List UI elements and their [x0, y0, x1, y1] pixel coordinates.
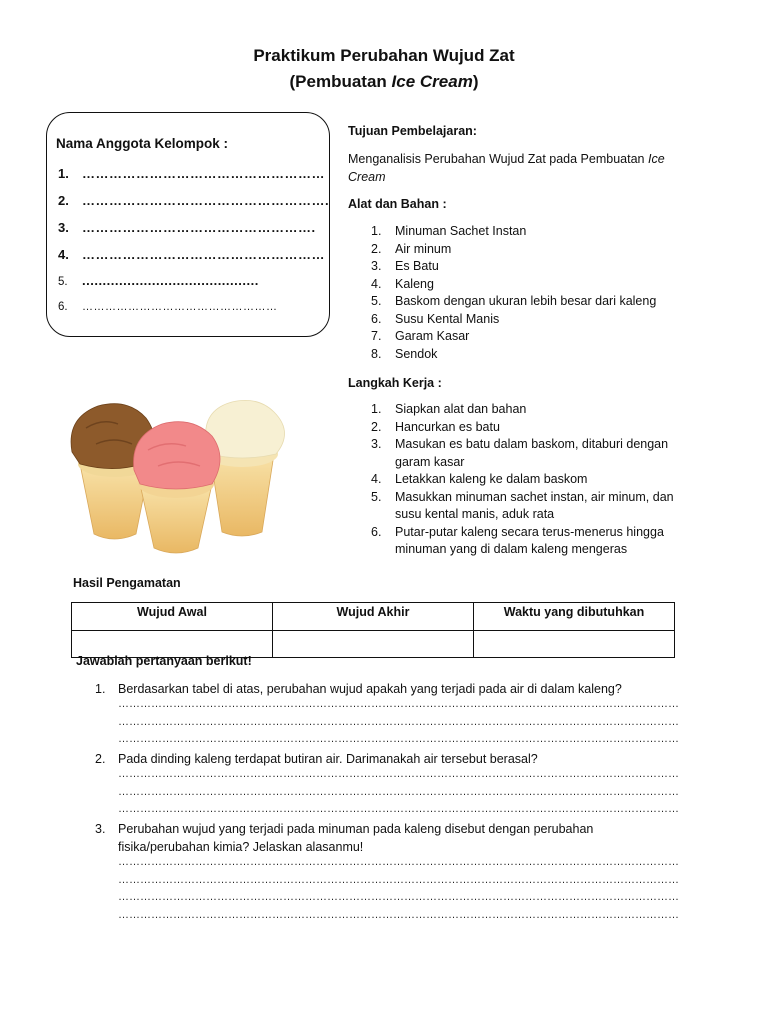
answer-line[interactable]: ………………………………………………………………………………………………………………………………………	[118, 698, 679, 710]
member-row[interactable]: 1. ………………………………………………	[58, 166, 325, 181]
langkah-heading: Langkah Kerja :	[348, 376, 442, 390]
answer-line[interactable]: ………………………………………………………………………………………………………………………………………	[118, 909, 679, 921]
answer-line[interactable]: ………………………………………………………………………………………………………………………………………	[118, 733, 679, 745]
alat-list	[348, 223, 708, 363]
answer-line[interactable]: ………………………………………………………………………………………………………………………………………	[118, 891, 679, 903]
list-item: 6. Putar-putar kaleng secara terus-menerus hingga minuman yang di dalam kaleng mengeras	[371, 524, 664, 556]
member-row[interactable]: 6. ……………………………………………	[58, 301, 278, 313]
list-item: 5. Baskom dengan ukuran lebih besar dari kaleng	[371, 294, 657, 308]
list-item: 4. Kaleng	[371, 276, 434, 291]
table-header-cell: Waktu yang dibutuhkan	[474, 603, 675, 631]
list-item: 2. Hancurkan es batu	[371, 419, 500, 434]
table-cell[interactable]	[474, 631, 675, 658]
list-item: 5. Masukkan minuman sachet instan, air minum, dan susu kental manis, aduk rata	[371, 489, 674, 521]
answer-line[interactable]: ………………………………………………………………………………………………………………………………………	[118, 874, 679, 886]
list-item: 3. Es Batu	[371, 259, 439, 273]
question-item: 1. Berdasarkan tabel di atas, perubahan wujud apakah yang terjadi pada air di dalam kaleng?	[95, 682, 622, 696]
alat-heading: Alat dan Bahan :	[348, 197, 447, 211]
tujuan-heading: Tujuan Pembelajaran:	[348, 124, 477, 138]
result-table	[71, 602, 675, 658]
table-cell[interactable]	[273, 631, 474, 658]
answer-line[interactable]: ………………………………………………………………………………………………………………………………………	[118, 856, 679, 868]
answer-line[interactable]: ………………………………………………………………………………………………………………………………………	[118, 786, 679, 798]
question-item: 3. Perubahan wujud yang terjadi pada minuman pada kaleng disebut dengan perubahan fisika/perubahan kimia? Jelaskan alasanmu!	[95, 822, 594, 854]
list-item: 3. Masukan es batu dalam baskom, ditaburi dengan garam kasar	[371, 437, 669, 469]
hasil-heading: Hasil Pengamatan	[73, 576, 181, 590]
list-item: 7. Garam Kasar	[371, 329, 470, 343]
member-row[interactable]: 4. ………………………………………………	[58, 247, 325, 262]
list-item: 2. Air minum	[371, 241, 452, 256]
table-header-cell: Wujud Awal	[72, 603, 273, 631]
member-row[interactable]: 2. ……………………………………………….	[58, 193, 330, 208]
list-item: 6. Susu Kental Manis	[371, 311, 500, 326]
answer-line[interactable]: ………………………………………………………………………………………………………………………………………	[118, 716, 679, 728]
ice-cream-image	[62, 392, 308, 557]
member-row[interactable]: 5. ...........................................	[58, 273, 259, 288]
list-item: 1. Minuman Sachet Instan	[371, 224, 527, 238]
page-subtitle: (Pembuatan Ice Cream)	[289, 72, 479, 91]
questions-heading: Jawablah pertanyaan berikut!	[76, 654, 252, 668]
langkah-list	[348, 401, 708, 559]
table-header-cell: Wujud Akhir	[273, 603, 474, 631]
page-title: Praktikum Perubahan Wujud Zat	[253, 46, 515, 65]
answer-line[interactable]: ………………………………………………………………………………………………………………………………………	[118, 768, 679, 780]
list-item: 8. Sendok	[371, 346, 438, 361]
list-item: 4. Letakkan kaleng ke dalam baskom	[371, 472, 588, 486]
tujuan-text: Menganalisis Perubahan Wujud Zat pada Pembuatan Ice Cream	[348, 152, 665, 184]
member-box-title: Nama Anggota Kelompok :	[56, 136, 229, 151]
answer-line[interactable]: ………………………………………………………………………………………………………………………………………	[118, 803, 679, 815]
member-row[interactable]: 3. …………………………………………….	[58, 220, 316, 235]
question-item: 2. Pada dinding kaleng terdapat butiran air. Darimanakah air tersebut berasal?	[95, 752, 538, 766]
list-item: 1. Siapkan alat dan bahan	[371, 402, 527, 416]
